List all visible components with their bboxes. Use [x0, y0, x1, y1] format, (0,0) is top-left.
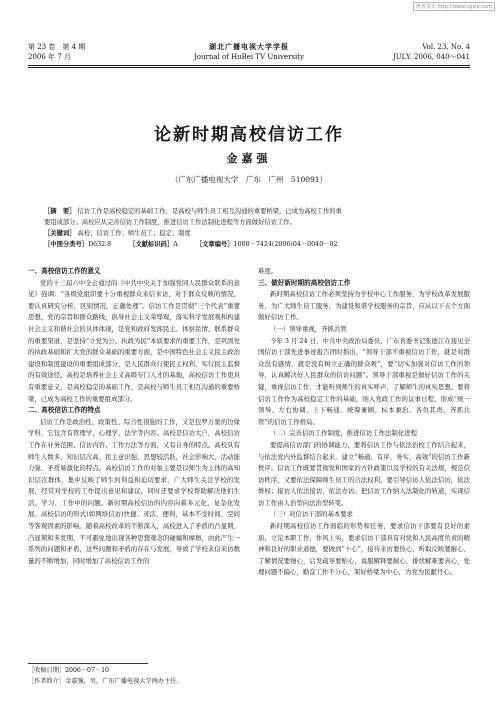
abstract-block [44, 206, 460, 250]
pages-en: JULY. 2006, 040～041 [392, 53, 470, 61]
abstract-text-1: 信访工作是高校稳定的基础工作，是高校与师生员工相互沟通的重要桥梁，已成为高校工作的重 [77, 208, 342, 215]
keywords: 高校；信访工作；师生员工；稳定；制度 [77, 230, 191, 237]
section-heading-3: 三、做好新时期的高校信访工作 [258, 278, 351, 287]
section-heading-2: 二、高校信访工作的特点 [28, 406, 101, 415]
paragraph: 党的十三届六中全会通过的《中共中央关于加强党同人民群众联系的意见》强调：“各级党组织要十分重视群众来信来访，对于群众反映的情况，要认真研究分析，区别情况，正确处理”。信访工作是贯彻“三个代表”重要思想、党的宗旨和群众路线，倡导社会主义荣辱观，落实科学发展观和构建社会主义和谐社会的具体体现，是党和政府发挥民主、体察民情、联系群众的重要渠道，是坚持“立党为公、执政为民”本质要求的重要工作，是巩固党的执政基础和扩大党的群众基础的重要方面，是中国特色社会主义民主政治建设和制度建设的重要组成部分，是人民群众行使民主权利、实行民主监督的有效途径。高校是培养社会主义高级专门人才的基地，高校信访工作更具有重要意义，是高校稳定的基础工作，是高校与师生员工相互沟通的重要桥梁，已成为高校工作的重要组成部分。 [28, 278, 240, 403]
clc-number: D632.8 [88, 241, 112, 248]
volume-en: Vol. 23, No. 4 [422, 43, 470, 51]
author-affiliation: （广东广播电视大学 广东 广州 510091） [170, 175, 328, 184]
keywords-label: ［关键词］ [44, 230, 76, 237]
footnote-rule [28, 663, 148, 664]
subsection-heading-3: （三）对信访干部的基本要求 [270, 510, 354, 519]
paragraph-continued: 难度。 [258, 267, 278, 275]
article-title: 论新时期高校信访工作 [154, 125, 344, 145]
author-bio: 金嘉强，男，广东广播电视大学两办主任。 [65, 677, 183, 685]
subsection-heading-2: （二）完善信访工作制度，推进信访工作法制化进程 [270, 429, 417, 438]
date-cn: 2006 年 7 月 [28, 53, 71, 61]
section-heading-1: 一、高校信访工作的意义 [28, 267, 101, 275]
body-left-column [28, 266, 240, 567]
clc-label: ［中图分类号］ [44, 241, 89, 248]
paragraph: 信访工作是政治性、政策性、综合性很强的工作，又是包罗万象的边缘学科，它包含有管理学、心理学、法学等内容。高校是信访大户，高校信访工作在业务范围、信访内容、工作方法等方面，又有自身的特点。高校具有师生人数多、知识层次高、民主意识强、思想较活跃，社会影响大、活动能力强、矛盾易激化的特点。高校信访工作的对象主要是以师生为主体的高知识层次群体，集中反映了师生的利益和迫切要求，广大师生关注学校的发展，经常对学校的工作提出意见和建议，同时还要求学校帮助解决他们生活、学习、工作中的问题。新时期高校信访的内容向着多元化、复杂化发展。高校信访的形式(如网络信访)快捷、灵活、便利，基本不受时间、空间等客观因素的影响。随着高校改革的不断深入，高校进入了矛盾的凸显期，凸显期和多发期，不可避免地出现各种思想观念的碰撞和摩擦，由此产生一系列的问题和矛盾，这些问题和矛盾的存在与发展，导致了学校来信来访数量的不断增加，同时增加了高校信访工作的 [28, 417, 240, 565]
abstract-text-2: 要组成部分。高校应从完善信访工作制度，推进信访工作法制化进程等方面做好信访工作。 [44, 219, 296, 226]
journal-name-en: Journal of HuBei TV University [193, 53, 305, 61]
paragraph: 新时期高校信访工作必须坚持为学校中心工作服务，为学校改革发展服务，为广大师生员工服务，为建设和谐学校服务的宗旨，应从以下五个方面做好信访工作。 [258, 290, 470, 322]
doc-code-label: ［文献标识码］ [129, 241, 174, 248]
doc-code: A [173, 241, 178, 248]
header-rule [28, 65, 470, 66]
article-author: 金嘉强 [226, 152, 272, 165]
received-label: ［收稿日期］ [28, 667, 66, 674]
footnote [28, 663, 240, 687]
paragraph: 今年 3 月 24 日，中共中央政治局委员、广东省委书记张德江在接见全国信访干部先进事迹报告团时指出，“领导干部不重视信访工作，就是对群众没有感情，就是没有树立正确的群众观”，要“切实加强对信访工作的领导，认真解决好人民群众的信访问题”。领导干部重视是做好信访工作的关键，重视信访工作，才能听到师生的真实呼声，了解师生的真实思想。要将信访工作作为高校稳定工作的基础，纳入党政工作的议事日程，形成“统一领导、左右协调、上下畅通、统筹兼顾、标本兼治、各负其责、齐抓共管”的信访工作格局。 [258, 336, 470, 426]
body-right-column [258, 266, 470, 579]
volume-cn: 第 23 卷 第 4 期 [28, 43, 86, 51]
received-date: 2006－07－10 [65, 667, 109, 674]
article-no-label: ［文章编号］ [195, 241, 234, 248]
subsection-heading-1: （一）领导重视，齐抓共管 [270, 324, 347, 333]
abstract-label: ［摘 要］ [44, 208, 76, 215]
header-rule-thin [28, 67, 470, 68]
author-bio-label: ［作者简介］ [28, 677, 66, 685]
running-header [28, 42, 470, 62]
journal-name-cn: 湖北广播电视大学学报 [209, 43, 289, 51]
watermark: 维普资讯 http://www.cqvip.com [413, 2, 495, 11]
article-number: 1008－7424(2006)04－0040－02 [233, 241, 338, 248]
paragraph: 新时期高校信访工作面临的形势和任务，要求信访干部要有良好的素质，立足本职工作，作风上实，要求信访干部具有对党和人民高度负责的精神和良好的职业道德，要做到“十心”，接待来访要热心，听取反映要耐心，了解情况要细心，启发疏导要贴心，说服解释要耐心，排忧解难要真心，处理问题不偏心，勤奋工作不分心，架好桥梁为中心，为党为民献丹心。 [258, 522, 470, 577]
paragraph: 要提高信访部门的协调能力，要将信访工作与依法治校工作结合起来，与依法党内外监督结合起来，建立“畅通、有序、务实、高效”的信访工作新秩序。信访工作既要贯彻党和国家的方针政策以及学校的有关法规，规范信访秩序，又要依法保障师生员工的合法权利，要引导信访人依法信访，依法维权；接访人依法接访，依法办访。把信访工作纳入法制化的轨道，实现信访工作由人治型向法治型转变。 [258, 440, 470, 507]
